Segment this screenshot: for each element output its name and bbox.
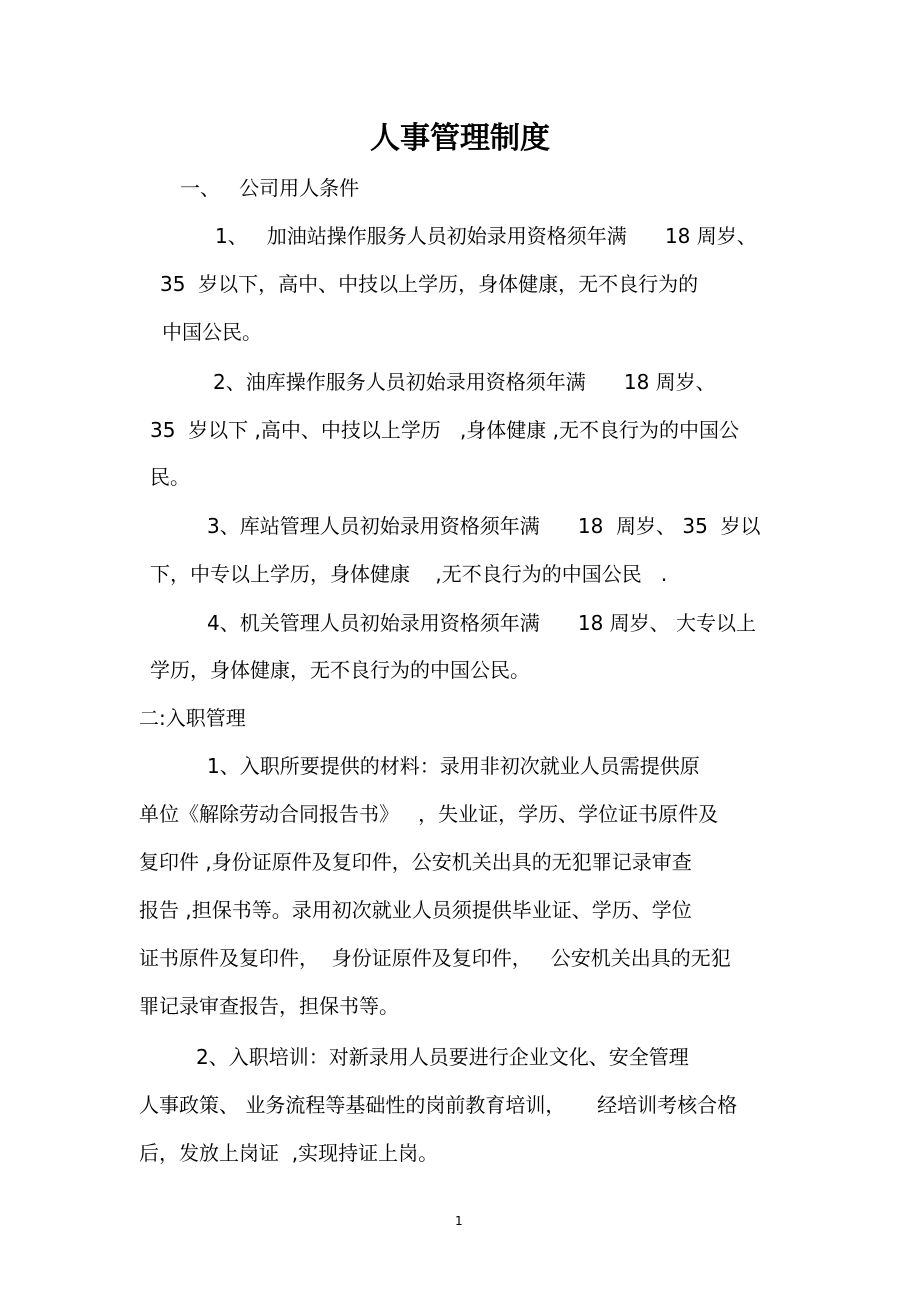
paragraph-line: 3、库站管理人员初始录用资格须年满 18 周岁、 35 岁以	[207, 514, 761, 538]
paragraph-line: 35 岁以下 ,高中、中技以上学历 ,身体健康 ,无不良行为的中国公	[150, 418, 740, 442]
paragraph-line: 罪记录审查报告，担保书等。	[139, 994, 399, 1018]
section-heading: 一、 公司用人条件	[180, 176, 360, 200]
paragraph-line: 1、入职所要提供的材料：录用非初次就业人员需提供原	[207, 754, 700, 778]
paragraph-line: 复印件 ,身份证原件及复印件，公安机关出具的无犯罪记录审查	[139, 850, 692, 874]
paragraph-line: 2、油库操作服务人员初始录用资格须年满 18 周岁、	[213, 370, 716, 394]
page-number: 1	[455, 1214, 463, 1228]
paragraph-line: 报告 ,担保书等。录用初次就业人员须提供毕业证、学历、学位	[139, 898, 692, 922]
paragraph-line: 后，发放上岗证 ,实现持证上岗。	[139, 1141, 439, 1165]
paragraph-line: 2、入职培训：对新录用人员要进行企业文化、安全管理	[196, 1045, 689, 1069]
paragraph-line: 人事政策、 业务流程等基础性的岗前教育培训， 经培训考核合格	[139, 1093, 738, 1117]
paragraph-line: 民。	[150, 465, 190, 489]
paragraph-line: 35 岁以下，高中、中技以上学历，身体健康，无不良行为的	[160, 272, 699, 296]
paragraph-line: 中国公民。	[162, 320, 262, 344]
page-title: 人事管理制度	[370, 121, 550, 156]
paragraph-line: 单位《解除劳动合同报告书》 ，失业证，学历、学位证书原件及	[139, 802, 719, 826]
paragraph-line: 学历，身体健康，无不良行为的中国公民。	[150, 658, 530, 682]
paragraph-line: 下，中专以上学历，身体健康 ,无不良行为的中国公民 .	[150, 562, 668, 586]
paragraph-line: 1、 加油站操作服务人员初始录用资格须年满 18 周岁、	[215, 224, 757, 248]
paragraph-line: 证书原件及复印件， 身份证原件及复印件， 公安机关出具的无犯	[139, 946, 731, 970]
paragraph-line: 4、机关管理人员初始录用资格须年满 18 周岁、 大专以上	[207, 611, 757, 635]
section-heading: 二:入职管理	[139, 706, 246, 730]
